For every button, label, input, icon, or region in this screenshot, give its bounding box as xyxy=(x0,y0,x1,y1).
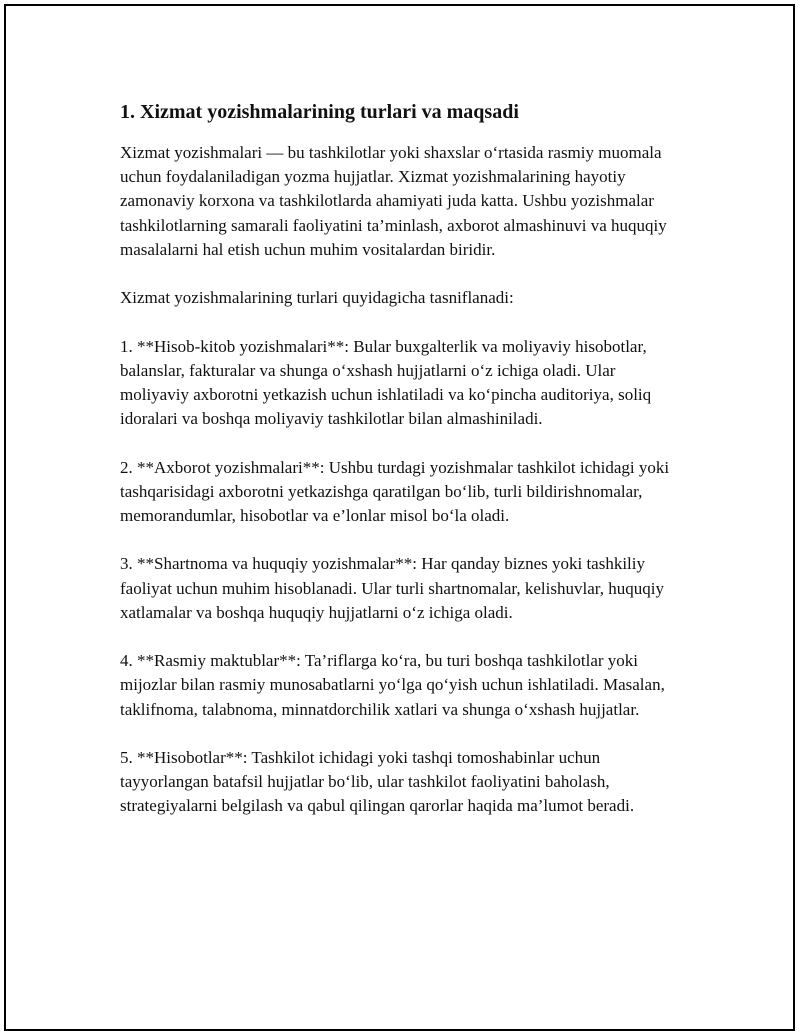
intro-paragraph: Xizmat yozishmalari — bu tashkilotlar yoki shaxslar o‘rtasida rasmiy muomala uchun foydalaniladigan yozma hujjatlar. Xizmat yozishmalarining hayotiy zamonaviy korxona va tashkilotlarda ahamiyati juda katta. Ushbu yozishmalar tashkilotlarning samarali faoliyatini ta’minlash, axborot almashinuvi va huquqiy masalalarni hal etish uchun muhim vositalardan biridir. xyxy=(120,143,667,259)
list-item-official-letters: 4. **Rasmiy maktublar**: Ta’riflarga ko‘ra, bu turi boshqa tashkilotlar yoki mijozlar bilan rasmiy munosabatlarni yo‘lga qo‘yish uchun ishlatiladi. Masalan, taklifnoma, talabnoma, minnatdorchilik xatlari va shunga o‘xshash hujjatlar. xyxy=(120,651,665,719)
document-page xyxy=(4,4,795,1031)
document-body xyxy=(120,99,686,843)
list-item-accounting-correspondence: 1. **Hisob-kitob yozishmalari**: Bular buxgalterlik va moliyaviy hisobotlar, balanslar, fakturalar va shunga o‘xshash hujjatlarni o‘z ichiga oladi. Ular moliyaviy axborotni yetkazish uchun ishlatiladi va ko‘pincha auditoriya, soliq idoralari va boshqa moliyaviy tashkilotlar bilan almashiniladi. xyxy=(120,336,652,429)
list-item-information-correspondence: 2. **Axborot yozishmalari**: Ushbu turdagi yozishmalar tashkilot ichidagi yoki tashqarisidagi axborotni yetkazishga qaratilgan bo‘lib, turli bildirishnomalar, memorandumlar, hisobotlar va e’lonlar misol bo‘la oladi. xyxy=(120,457,670,525)
list-item-contract-legal-correspondence: 3. **Shartnoma va huquqiy yozishmalar**: Har qanday biznes yoki tashkiliy faoliyat uchun muhim hisoblanadi. Ular turli shartnomalar, kelishuvlar, huquqiy xatlamalar va boshqa huquqiy hujjatlarni o‘z ichiga oladi. xyxy=(120,554,664,622)
classification-intro-paragraph: Xizmat yozishmalarining turlari quyidagicha tasniflanadi: xyxy=(120,288,514,308)
list-item-reports: 5. **Hisobotlar**: Tashkilot ichidagi yoki tashqi tomoshabinlar uchun tayyorlangan batafsil hujjatlar bo‘lib, ular tashkilot faoliyatini baholash, strategiyalarni belgilash va qabul qilingan qarorlar haqida ma’lumot beradi. xyxy=(120,747,635,816)
section-heading: 1. Xizmat yozishmalarining turlari va maqsadi xyxy=(120,101,519,123)
